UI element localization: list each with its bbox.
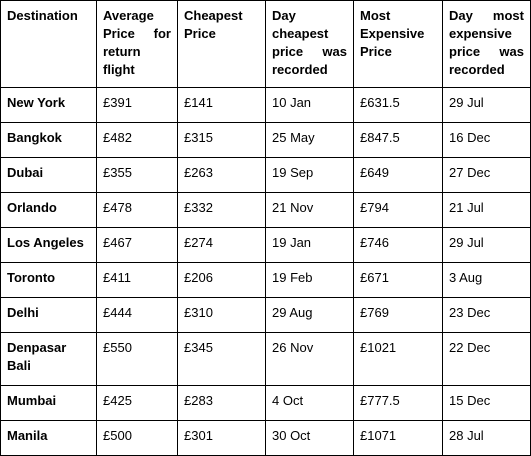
table-row: [1, 421, 531, 456]
cell-most-expensive-price: £777.5: [354, 386, 443, 421]
cell-cheapest-price: £315: [178, 123, 266, 158]
cell-most-expensive-day: 29 Jul: [443, 228, 531, 263]
cell-most-expensive-price: £794: [354, 193, 443, 228]
cell-most-expensive-price: £746: [354, 228, 443, 263]
cell-cheapest-price: £345: [178, 333, 266, 386]
cell-average-price: £467: [97, 228, 178, 263]
cell-most-expensive-day: 16 Dec: [443, 123, 531, 158]
table-row: [1, 298, 531, 333]
table-row: [1, 263, 531, 298]
cell-average-price: £482: [97, 123, 178, 158]
header-average-price: Average Price for return flight: [97, 1, 178, 88]
cell-most-expensive-day: 23 Dec: [443, 298, 531, 333]
cell-destination: New York: [1, 88, 97, 123]
header-cheapest-day: Day cheapest price was recorded: [266, 1, 354, 88]
cell-cheapest-price: £141: [178, 88, 266, 123]
cell-cheapest-price: £283: [178, 386, 266, 421]
cell-destination: Denpasar Bali: [1, 333, 97, 386]
cell-most-expensive-price: £769: [354, 298, 443, 333]
cell-most-expensive-day: 3 Aug: [443, 263, 531, 298]
cell-most-expensive-day: 29 Jul: [443, 88, 531, 123]
cell-cheapest-price: £274: [178, 228, 266, 263]
cell-destination: Manila: [1, 421, 97, 456]
cell-most-expensive-day: 28 Jul: [443, 421, 531, 456]
cell-cheapest-price: £263: [178, 158, 266, 193]
cell-most-expensive-day: 21 Jul: [443, 193, 531, 228]
cell-average-price: £444: [97, 298, 178, 333]
cell-average-price: £500: [97, 421, 178, 456]
table-row: [1, 228, 531, 263]
cell-average-price: £391: [97, 88, 178, 123]
cell-cheapest-day: 19 Feb: [266, 263, 354, 298]
cell-destination: Dubai: [1, 158, 97, 193]
cell-cheapest-day: 21 Nov: [266, 193, 354, 228]
cell-cheapest-day: 30 Oct: [266, 421, 354, 456]
cell-most-expensive-day: 22 Dec: [443, 333, 531, 386]
cell-most-expensive-price: £1021: [354, 333, 443, 386]
table-row: [1, 193, 531, 228]
cell-cheapest-day: 29 Aug: [266, 298, 354, 333]
cell-most-expensive-price: £1071: [354, 421, 443, 456]
cell-average-price: £355: [97, 158, 178, 193]
cell-most-expensive-day: 27 Dec: [443, 158, 531, 193]
cell-destination: Bangkok: [1, 123, 97, 158]
header-cheapest-price: Cheapest Price: [178, 1, 266, 88]
header-destination: Destination: [1, 1, 97, 88]
cell-destination: Toronto: [1, 263, 97, 298]
cell-average-price: £425: [97, 386, 178, 421]
cell-cheapest-price: £332: [178, 193, 266, 228]
cell-destination: Delhi: [1, 298, 97, 333]
cell-cheapest-day: 26 Nov: [266, 333, 354, 386]
table-row: [1, 123, 531, 158]
cell-cheapest-day: 19 Jan: [266, 228, 354, 263]
cell-destination: Mumbai: [1, 386, 97, 421]
table-row: [1, 88, 531, 123]
cell-cheapest-day: 4 Oct: [266, 386, 354, 421]
cell-cheapest-price: £310: [178, 298, 266, 333]
cell-destination: Los Angeles: [1, 228, 97, 263]
cell-cheapest-price: £301: [178, 421, 266, 456]
table-header-row: [1, 1, 531, 88]
cell-most-expensive-day: 15 Dec: [443, 386, 531, 421]
cell-cheapest-price: £206: [178, 263, 266, 298]
cell-most-expensive-price: £631.5: [354, 88, 443, 123]
cell-cheapest-day: 10 Jan: [266, 88, 354, 123]
cell-most-expensive-price: £649: [354, 158, 443, 193]
table-row: [1, 158, 531, 193]
cell-most-expensive-price: £847.5: [354, 123, 443, 158]
cell-average-price: £478: [97, 193, 178, 228]
cell-cheapest-day: 19 Sep: [266, 158, 354, 193]
header-most-expensive-day: Day most expensive price was recorded: [443, 1, 531, 88]
cell-most-expensive-price: £671: [354, 263, 443, 298]
cell-average-price: £411: [97, 263, 178, 298]
header-most-expensive-price: Most Expensive Price: [354, 1, 443, 88]
table-row: [1, 333, 531, 386]
table-row: [1, 386, 531, 421]
cell-average-price: £550: [97, 333, 178, 386]
cell-destination: Orlando: [1, 193, 97, 228]
cell-cheapest-day: 25 May: [266, 123, 354, 158]
